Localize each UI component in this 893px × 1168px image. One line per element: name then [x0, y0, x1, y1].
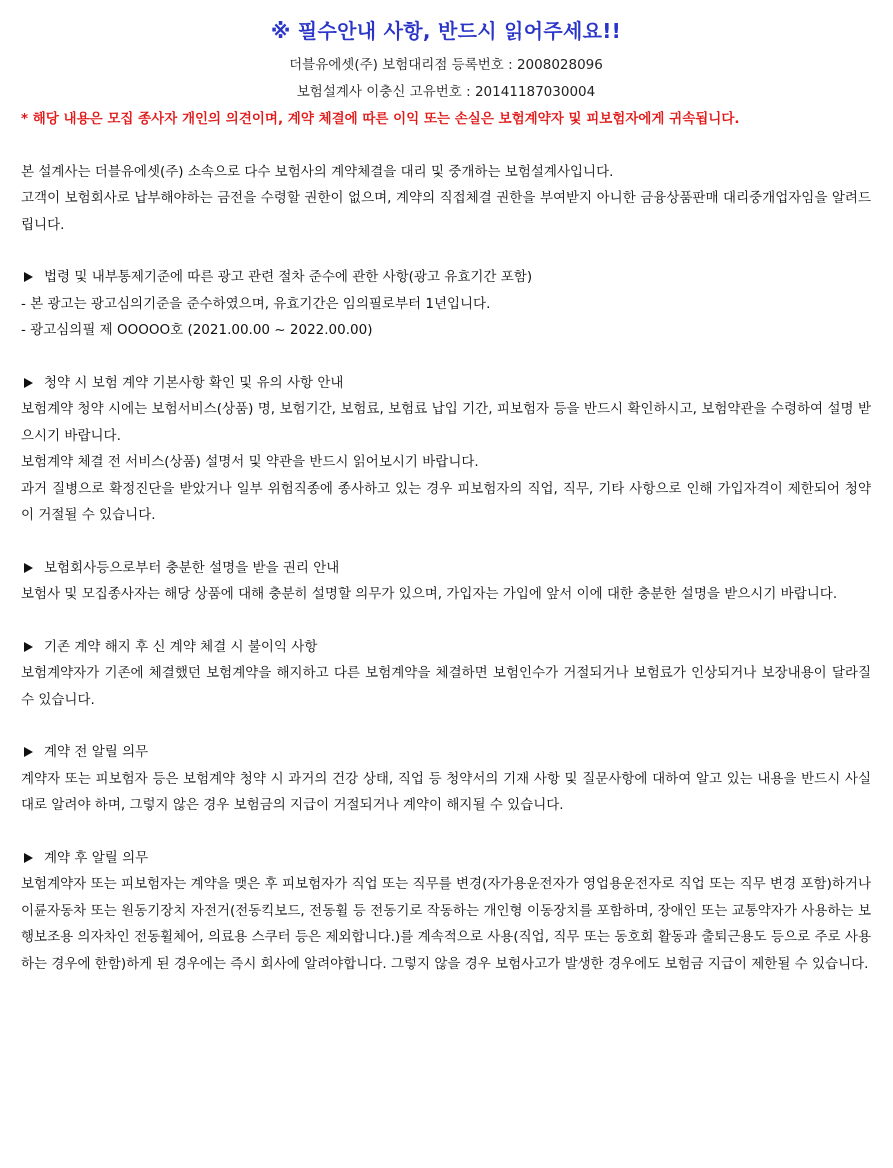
section-line: 보험계약자가 기존에 체결했던 보험계약을 해지하고 다른 보험계약을 체결하면 보험인수가 거절되거나 보험료가 인상되거나 보장내용이 달라질 수 있습니다.	[21, 665, 871, 708]
section-post-contract-duty	[21, 845, 871, 978]
section-line: 보험사 및 모집종사자는 해당 상품에 대해 충분히 설명할 의무가 있으며, 가입자는 가입에 앞서 이에 대한 충분한 설명을 받으시기 바랍니다.	[21, 586, 838, 602]
section-heading	[21, 370, 871, 397]
page-title: ※ 필수안내 사항, 반드시 읽어주세요!!	[270, 19, 622, 43]
triangle-bullet-icon	[24, 272, 33, 282]
section-heading-text: 보험회사등으로부터 충분한 설명을 받을 권리 안내	[44, 559, 340, 576]
section-subscription-notice	[21, 370, 871, 529]
intro-line: 고객이 보험회사로 납부해야하는 금전을 수령할 권한이 없으며, 계약의 직접체결 권한을 부여받지 아니한 금융상품판매 대리중개업자임을 알려드립니다.	[21, 190, 871, 233]
section-pre-contract-duty	[21, 739, 871, 819]
section-line: 계약자 또는 피보험자 등은 보험계약 청약 시 과거의 건강 상태, 직업 등 청약서의 기재 사항 및 질문사항에 대하여 알고 있는 내용을 반드시 사실대로 알려야 하며, 그렇지 않은 경우 보험금의 지급이 거절되거나 계약이 해지될 수 있습니다.	[21, 770, 871, 813]
section-heading-text: 기존 계약 해지 후 신 계약 체결 시 불이익 사항	[44, 638, 318, 655]
triangle-bullet-icon	[24, 642, 33, 652]
section-ad-compliance	[21, 264, 871, 344]
triangle-bullet-icon	[24, 563, 33, 573]
agency-registration: 더블유에셋(주) 보험대리점 등록번호 : 2008028096	[289, 57, 603, 73]
section-line: 보험계약 청약 시에는 보험서비스(상품) 명, 보험기간, 보험료, 보험료 납입 기간, 피보험자 등을 반드시 확인하시고, 보험약관을 수령하여 설명 받으시기 바랍니다.	[21, 401, 871, 444]
section-heading	[21, 555, 871, 582]
triangle-bullet-icon	[24, 853, 33, 863]
section-right-to-explanation	[21, 555, 871, 608]
section-heading-text: 계약 후 알릴 의무	[44, 849, 149, 866]
disclaimer-notice: * 해당 내용은 모집 종사자 개인의 의견이며, 계약 체결에 따른 이익 또는 손실은 보험계약자 및 피보험자에게 귀속됩니다.	[21, 111, 740, 127]
section-heading-text: 계약 전 알릴 의무	[44, 744, 149, 760]
section-line: - 광고심의필 제 OOOOO호 (2021.00.00 ~ 2022.00.00)	[21, 322, 373, 338]
section-heading	[21, 739, 871, 766]
section-heading	[21, 845, 871, 872]
section-heading	[21, 264, 871, 291]
triangle-bullet-icon	[24, 378, 33, 388]
section-line: 보험계약 체결 전 서비스(상품) 설명서 및 약관을 반드시 읽어보시기 바랍니다.	[21, 454, 479, 470]
intro-line: 본 설계사는 더블유에셋(주) 소속으로 다수 보험사의 계약체결을 대리 및 중개하는 보험설계사입니다.	[21, 163, 614, 180]
section-line: 보험계약자 또는 피보험자는 계약을 맺은 후 피보험자가 직업 또는 직무를 변경(자가용운전자가 영업용운전자로 직업 또는 직무 변경 포함)하거나 이륜자동차 또는 원동기장치 자전거(전동킥보드, 전동휠 등 전동기로 작동하는 개인형 이동장치를 포함하며, 장애인 또는 교통약자가 사용하는 보행보조용 의자차인 전동휠체어, 의료용 스쿠터 등은 제외합니다.)를 계속적으로 사용(직업, 직무 또는 동호회 활동과 출퇴근용도 등으로 주로 사용하는 경우에 한함)하게 된 경우에는 즉시 회사에 알려야합니다. 그렇지 않을 경우 보험사고가 발생한 경우에도 보험금 지급이 제한될 수 있습니다.	[21, 876, 871, 972]
section-cancellation-disadvantage	[21, 634, 871, 714]
planner-id: 보험설계사 이충신 고유번호 : 20141187030004	[296, 84, 596, 100]
triangle-bullet-icon	[24, 747, 33, 757]
section-heading-text: 법령 및 내부통제기준에 따른 광고 관련 절차 준수에 관한 사항(광고 유효기간 포함)	[44, 269, 533, 285]
section-line: 과거 질병으로 확정진단을 받았거나 일부 위험직종에 종사하고 있는 경우 피보험자의 직업, 직무, 기타 사항으로 인해 가입자격이 제한되어 청약이 거절될 수 있습니다.	[21, 480, 871, 523]
page-header	[21, 0, 871, 106]
intro-block	[21, 159, 871, 239]
section-heading-text: 청약 시 보험 계약 기본사항 확인 및 유의 사항 안내	[44, 374, 344, 391]
section-line: - 본 광고는 광고심의기준을 준수하였으며, 유효기간은 임의필로부터 1년입니다.	[21, 295, 491, 312]
section-heading	[21, 634, 871, 661]
